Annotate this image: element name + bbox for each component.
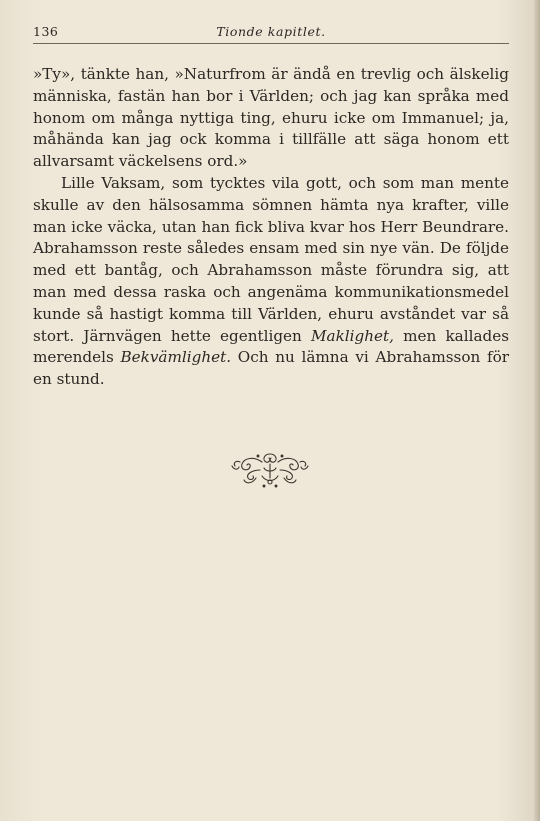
italic-term-maklighet: Maklighet,	[311, 326, 394, 345]
paragraph-2-part-b: men kallades merendels	[33, 326, 510, 367]
page-edge	[534, 0, 540, 821]
paragraph-2	[33, 173, 509, 391]
paragraph-1: »Ty», tänkte han, »Naturfrom är ändå en trevlig och älskelig människa, fastän han bor i Världen; och jag kan språka med honom om många nyttiga ting, ehuru icke om Immanuel; ja, måhända kan jag ock komma i tillfälle att säga honom ett allvarsamt väckelsens ord.»	[33, 65, 509, 171]
page-number: 136	[33, 24, 59, 39]
paragraph-2-part-a: Lille Vaksam, som tycktes vila gott, och som man mente skulle av den hälsosamma sömnen hämta nya krafter, ville man icke väcka, utan han fick bliva kvar hos Herr Beundrare. Abrahamsson reste således ensam med sin nye vän. De följde med ett bantåg, och Abrahamsson måste förundra sig, att man med dessa raska och angenäma kommunikationsmedel kunde så hastigt komma till Världen, ehuru avståndet var så stort. Järnvägen hette egentligen	[33, 173, 509, 345]
body-text	[33, 64, 509, 391]
paragraph-2-part-c: Och nu lämna vi Abrahamsson för en stund.	[33, 348, 509, 389]
italic-term-bekvamlighet: Bekvämlighet.	[120, 348, 232, 367]
running-title: Tionde kapitlet.	[216, 24, 326, 39]
floral-vignette-ornament-icon	[228, 448, 312, 490]
page-header	[33, 24, 509, 42]
header-rule	[33, 43, 509, 44]
